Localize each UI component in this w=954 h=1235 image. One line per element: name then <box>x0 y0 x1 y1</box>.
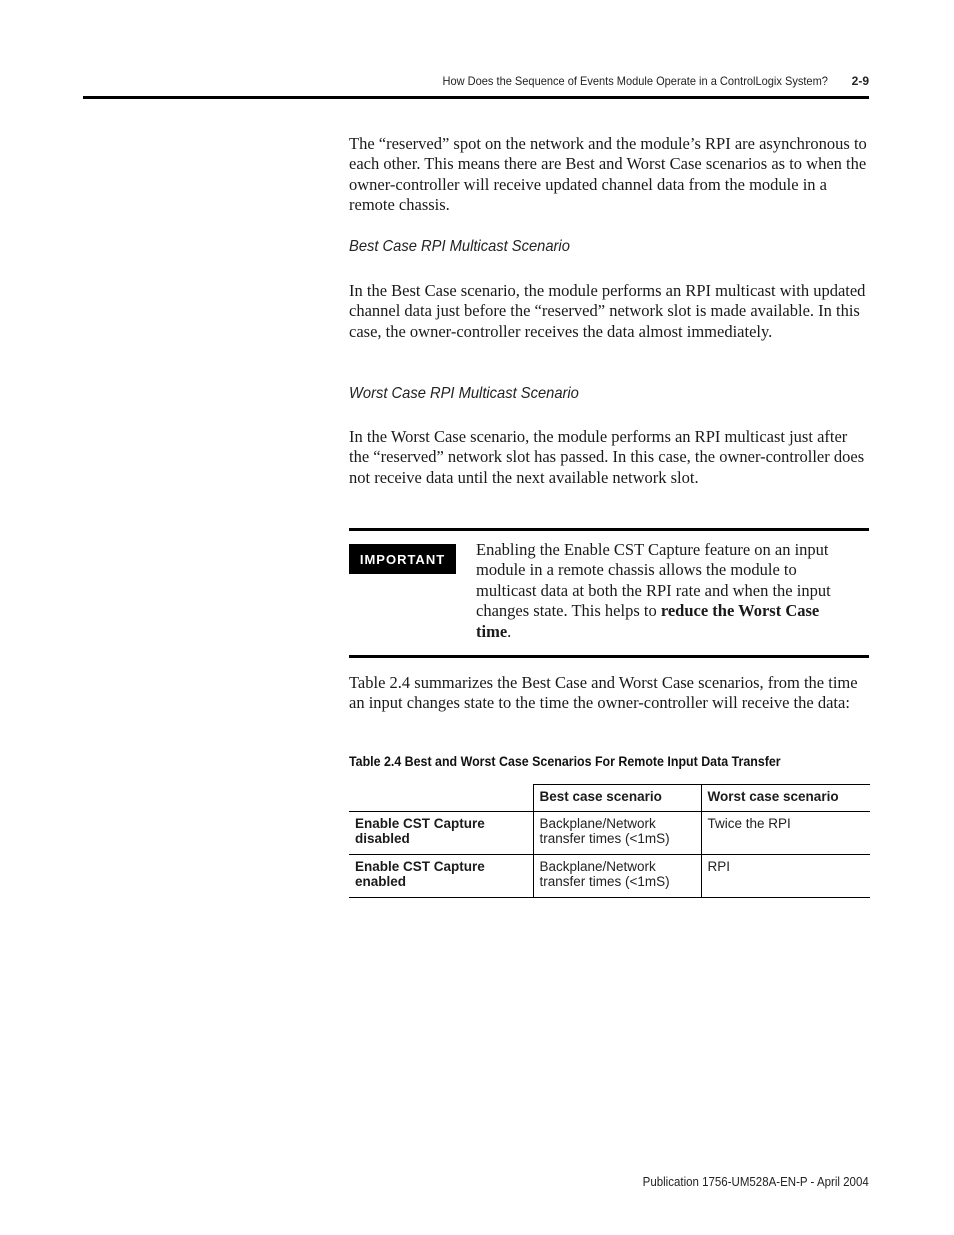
best-case-paragraph: In the Best Case scenario, the module performs an RPI multicast with updated channel data just before the “reserved” network slot is made available. In this case, the owner-controller receives the data almost immediately. <box>349 281 866 341</box>
worst-case-paragraph: In the Worst Case scenario, the module performs an RPI multicast just after the “reserved” network slot has passed. In this case, the owner-controller does not receive data until the next available network slot. <box>349 427 865 487</box>
important-callout <box>349 528 869 658</box>
cell-best-disabled: Backplane/Network transfer times (<1mS) <box>533 812 701 855</box>
table-header-best: Best case scenario <box>533 785 701 812</box>
publication-footer: Publication 1756-UM528A-EN-P - April 2004 <box>642 1175 869 1189</box>
row-label-disabled: Enable CST Capture disabled <box>349 812 533 855</box>
important-period: . <box>507 621 512 641</box>
row-label-enabled: Enable CST Capture enabled <box>349 855 533 898</box>
important-label: IMPORTANT <box>349 544 456 574</box>
table-row <box>349 812 870 855</box>
summary-paragraph: Table 2.4 summarizes the Best Case and Worst Case scenarios, from the time an input changes state to the time the owner-controller will receive the data: <box>349 673 858 713</box>
header-rule <box>83 96 869 99</box>
scenario-table <box>349 784 870 898</box>
cell-worst-enabled: RPI <box>701 855 870 898</box>
intro-paragraph: The “reserved” spot on the network and the module’s RPI are asynchronous to each other. This means there are Best and Worst Case scenarios as to when the owner-controller will receive updated channel data from the module in a remote chassis. <box>349 134 867 215</box>
table-header-empty <box>349 785 533 812</box>
table-caption: Table 2.4 Best and Worst Case Scenarios For Remote Input Data Transfer <box>349 754 781 769</box>
table-header-worst: Worst case scenario <box>701 785 870 812</box>
important-emphasis: reduce the Worst Case time <box>476 601 820 641</box>
worst-case-heading: Worst Case RPI Multicast Scenario <box>349 385 579 402</box>
cell-worst-disabled: Twice the RPI <box>701 812 870 855</box>
best-case-heading: Best Case RPI Multicast Scenario <box>349 238 570 255</box>
important-text <box>476 540 856 642</box>
running-header: How Does the Sequence of Events Module Operate in a ControlLogix System? <box>442 74 828 88</box>
cell-best-enabled: Backplane/Network transfer times (<1mS) <box>533 855 701 898</box>
page-number: 2-9 <box>851 74 869 88</box>
table-row <box>349 855 870 898</box>
important-body: Enabling the Enable CST Capture feature on an input module in a remote chassis allows the module to multicast data at both the RPI rate and when the input changes state. This helps to <box>476 540 831 621</box>
table-header-row <box>349 785 870 812</box>
